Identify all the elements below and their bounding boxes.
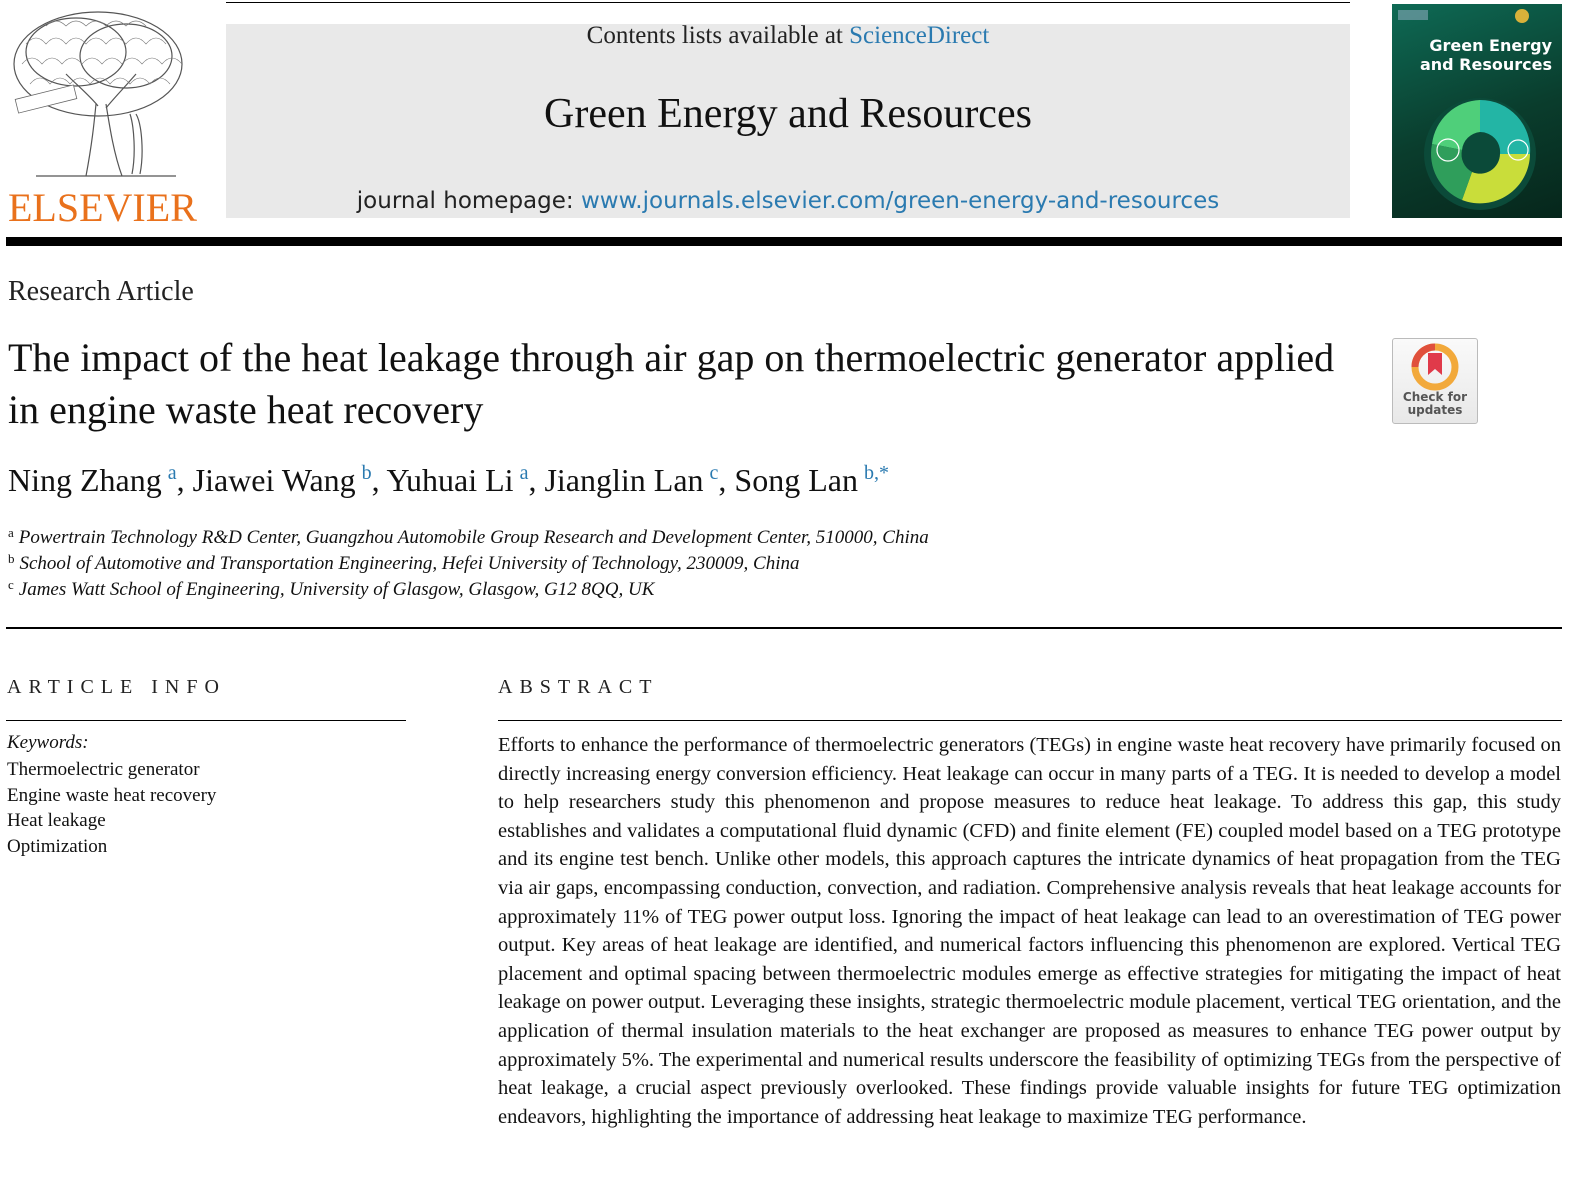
crossmark-label [1393,391,1477,417]
journal-homepage-link[interactable]: www.journals.elsevier.com/green-energy-and-resources [580,188,1220,214]
affiliation-key: c [8,577,14,592]
sciencedirect-link[interactable]: ScienceDirect [849,22,990,49]
author-affil-mark[interactable]: b,* [863,462,889,484]
check-for-updates-button[interactable] [1392,338,1478,424]
cover-title-line1: Green Energy [1429,36,1552,55]
keywords-list [7,757,216,859]
homepage-prefix: journal homepage: [356,188,574,214]
affiliation-text: James Watt School of Engineering, University of Glasgow, Glasgow, G12 8QQ, UK [18,579,655,600]
author-name[interactable]: Song Lan [734,462,858,498]
keyword-item[interactable]: Heat leakage [7,810,106,831]
affiliation-text: Powertrain Technology R&D Center, Guangzhou Automobile Group Research and Development Center, 510000, China [18,527,929,548]
journal-homepage-line [226,188,1350,214]
contents-line [226,22,1350,50]
journal-cover-image[interactable] [1392,4,1562,218]
header-thick-rule [6,237,1562,246]
author-affil-mark[interactable]: b [361,462,372,484]
crossmark-line1: Check for [1402,390,1468,404]
contents-prefix: Contents lists available at [586,22,843,49]
article-info-rule [6,720,406,721]
keyword-item[interactable]: Thermoelectric generator [7,759,200,780]
cover-title [1398,36,1552,74]
affiliation-key: a [8,525,14,540]
article-info-heading: ARTICLE INFO [7,676,226,698]
affiliation-key: b [8,551,15,566]
keyword-item[interactable]: Optimization [7,835,108,857]
journal-title: Green Energy and Resources [544,91,1032,137]
author-affil-mark[interactable]: c [709,462,719,484]
affiliation-c [8,577,654,601]
keywords-label: Keywords: [7,732,89,753]
abstract-text: Efforts to enhance the performance of thermoelectric generators (TEGs) in engine waste heat recovery have primarily focused on directly increasing energy conversion efficiency. Heat leakage can occur in many parts of a TEG. It is needed to develop a model to help researchers study this phenomenon and propose measures to reduce heat leakage. To address this gap, this study establishes and validates a computational fluid dynamic (CFD) and finite element (FE) coupled model based on a TEG prototype and its engine test bench. Unlike other models, this approach captures the intricate dynamics of heat propagation from the TEG via air gaps, encompassing conduction, convection, and radiation. Comprehensive analysis reveals that heat leakage accounts for approximately 11% of TEG power output loss. Ignoring the impact of heat leakage can lead to an overestimation of TEG power output. Key areas of heat leakage are identified, and numerical factors influencing this phenomenon are explored. Vertical TEG placement and optimal spacing between thermoelectric modules emerge as effective strategies for mitigating the impact of heat leakage on power output. Leveraging these insights, strategic thermoelectric module placement, vertical TEG orientation, and the application of thermal insulation materials to the heat exchanger are proposed as measures to enhance TEG power output by approximately 5%. The experimental and numerical results underscore the feasibility of optimizing TEGs from the perspective of heat leakage, a crucial aspect previously overlooked. These findings provide valuable insights for future TEG optimization endeavors, highlighting the importance of addressing heat leakage to maximize TEG performance. [498,734,1561,1128]
section-divider [6,627,1562,629]
affiliation-text: School of Automotive and Transportation Engineering, Hefei University of Technology, 230009, China [19,553,800,574]
crossmark-line2: updates [1407,403,1463,417]
author-name[interactable]: Jianglin Lan [544,462,704,498]
article-title: The impact of the heat leakage through air gap on thermoelectric generator applied in engine waste heat recovery [8,335,1335,432]
author-name[interactable]: Ning Zhang [8,462,162,498]
crossmark-icon [1393,339,1477,391]
author-name[interactable]: Jiawei Wang [192,462,356,498]
author-affil-mark[interactable]: a [167,462,177,484]
article-type: Research Article [8,276,194,307]
header-top-rule [226,2,1350,3]
author-list: Ning Zhang $^a$, Jiawei Wang $^b$, Yuhuai Li $^a$, Jianglin Lan $^c$, Song Lan $^{b,*}$ [8,462,889,498]
cover-title-line2: and Resources [1419,55,1552,74]
author-name[interactable]: Yuhuai Li [386,462,514,498]
abstract-rule [498,720,1562,721]
author-affil-mark[interactable]: a [519,462,529,484]
tree-icon [6,4,196,184]
abstract-heading: ABSTRACT [498,676,659,698]
affiliation-b [8,551,800,575]
keyword-item[interactable]: Engine waste heat recovery [7,784,217,806]
publisher-wordmark: ELSEVIER [8,185,197,230]
affiliation-a [8,525,929,549]
